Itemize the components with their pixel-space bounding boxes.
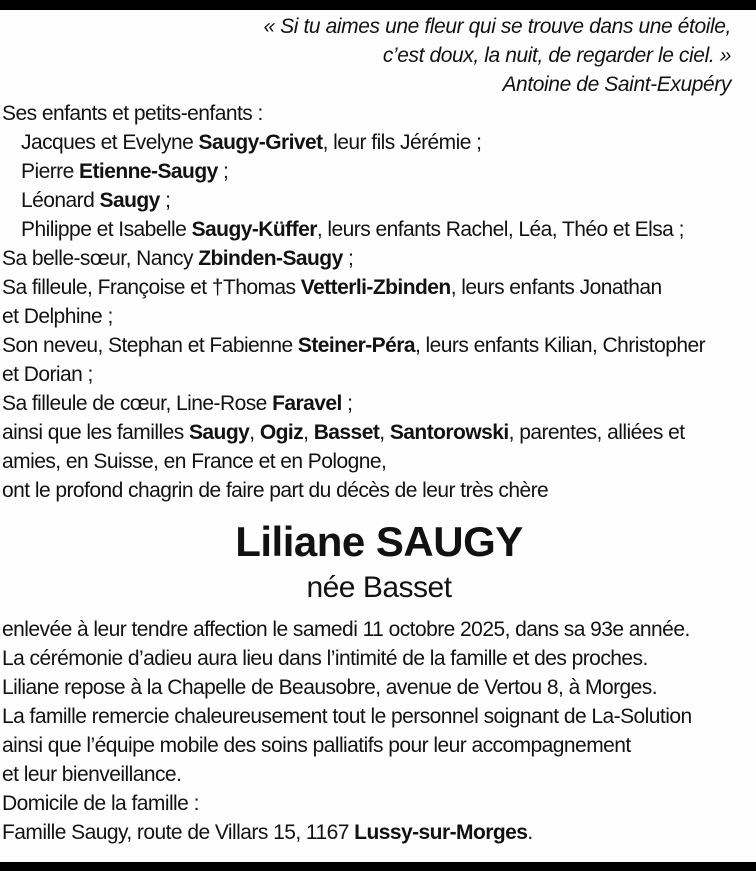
text-line bbox=[2, 186, 756, 215]
family-name-bold: Basset bbox=[313, 421, 380, 444]
text-segment: ; bbox=[159, 189, 171, 212]
announcement-details bbox=[2, 615, 756, 847]
family-name-bold: Vetterli-Zbinden bbox=[300, 276, 451, 299]
text-line bbox=[2, 360, 756, 389]
text-segment: Philippe et Isabelle bbox=[21, 218, 192, 241]
text-segment: , bbox=[379, 421, 390, 444]
text-segment: enlevée à leur tendre affection le samedi 11 octobre 2025, dans sa 93e année. bbox=[2, 618, 690, 641]
text-segment: La cérémonie d’adieu aura lieu dans l’intimité de la famille et des proches. bbox=[2, 647, 648, 670]
text-line bbox=[2, 215, 756, 244]
top-border-rule bbox=[0, 0, 756, 10]
text-segment: Sa belle-sœur, Nancy bbox=[2, 247, 199, 270]
family-name-bold: Saugy bbox=[99, 189, 160, 212]
text-line bbox=[2, 157, 756, 186]
text-segment: , leurs enfants Jonathan bbox=[450, 276, 662, 299]
family-name-bold: Zbinden-Saugy bbox=[198, 247, 343, 270]
text-segment: . bbox=[527, 821, 533, 844]
text-line bbox=[2, 476, 756, 505]
text-segment: et Dorian ; bbox=[2, 363, 93, 386]
text-segment: ainsi que les familles bbox=[2, 421, 189, 444]
text-segment: Pierre bbox=[21, 160, 80, 183]
text-line bbox=[2, 615, 756, 644]
family-name-bold: Santorowski bbox=[389, 421, 509, 444]
text-segment: ; bbox=[217, 160, 229, 183]
text-segment: Sa filleule de cœur, Line-Rose bbox=[2, 392, 273, 415]
text-segment: et leur bienveillance. bbox=[2, 763, 182, 786]
text-segment: ont le profond chagrin de faire part du décès de leur très chère bbox=[2, 479, 549, 502]
text-segment: Ses enfants et petits-enfants : bbox=[2, 102, 263, 125]
text-segment: Domicile de la famille : bbox=[2, 792, 199, 815]
family-name-bold: Ogiz bbox=[259, 421, 304, 444]
text-segment: Liliane repose à la Chapelle de Beausobre, avenue de Vertou 8, à Morges. bbox=[2, 676, 658, 699]
text-line bbox=[2, 302, 756, 331]
text-segment: Sa filleule, Françoise et †Thomas bbox=[2, 276, 301, 299]
text-segment: Famille Saugy, route de Villars 15, 1167 bbox=[2, 821, 355, 844]
text-line bbox=[2, 673, 756, 702]
text-line bbox=[2, 331, 756, 360]
quote-line-1: « Si tu aimes une fleur qui se trouve dans une étoile, bbox=[263, 15, 731, 38]
family-name-bold: Etienne-Saugy bbox=[79, 160, 218, 183]
family-list bbox=[2, 99, 756, 505]
text-line bbox=[2, 128, 756, 157]
text-line bbox=[2, 99, 756, 128]
family-name-bold: Saugy bbox=[188, 421, 250, 444]
text-line bbox=[2, 789, 756, 818]
text-line bbox=[2, 818, 756, 847]
text-segment: , leurs enfants Kilian, Christopher bbox=[414, 334, 706, 357]
quote-attribution: Antoine de Saint-Exupéry bbox=[502, 73, 731, 96]
family-name-bold: Lussy-sur-Morges bbox=[354, 821, 528, 844]
deceased-name: Liliane SAUGY bbox=[235, 518, 523, 565]
text-segment: et Delphine ; bbox=[2, 305, 113, 328]
text-segment: ; bbox=[342, 247, 354, 270]
text-segment: Jacques et Evelyne bbox=[21, 131, 199, 154]
family-name-bold: Saugy-Küffer bbox=[191, 218, 317, 241]
text-segment: Léonard bbox=[21, 189, 100, 212]
text-line bbox=[2, 644, 756, 673]
family-name-bold: Faravel bbox=[272, 392, 342, 415]
bottom-border-rule bbox=[0, 862, 756, 871]
text-line bbox=[2, 760, 756, 789]
text-segment: , bbox=[249, 421, 260, 444]
text-segment: , parentes, alliées et bbox=[508, 421, 685, 444]
text-segment: La famille remercie chaleureusement tout le personnel soignant de La-Solution bbox=[2, 705, 692, 728]
text-line bbox=[2, 731, 756, 760]
family-name-bold: Steiner-Péra bbox=[297, 334, 415, 357]
text-line bbox=[2, 447, 756, 476]
text-segment: , leurs enfants Rachel, Léa, Théo et Elsa ; bbox=[316, 218, 684, 241]
text-segment: , leur fils Jérémie ; bbox=[322, 131, 482, 154]
text-line bbox=[2, 244, 756, 273]
text-segment: amies, en Suisse, en France et en Pologne, bbox=[2, 450, 387, 473]
maiden-name: née Basset bbox=[306, 571, 452, 604]
text-segment: , bbox=[303, 421, 314, 444]
quote-block bbox=[2, 12, 756, 70]
text-line bbox=[2, 702, 756, 731]
text-segment: Son neveu, Stephan et Fabienne bbox=[2, 334, 298, 357]
text-line bbox=[2, 418, 756, 447]
quote-line-2: c’est doux, la nuit, de regarder le ciel. » bbox=[382, 44, 731, 67]
text-line bbox=[2, 389, 756, 418]
text-segment: ainsi que l’équipe mobile des soins palliatifs pour leur accompagnement bbox=[2, 734, 631, 757]
family-name-bold: Saugy-Grivet bbox=[198, 131, 323, 154]
text-line bbox=[2, 273, 756, 302]
text-segment: ; bbox=[341, 392, 353, 415]
